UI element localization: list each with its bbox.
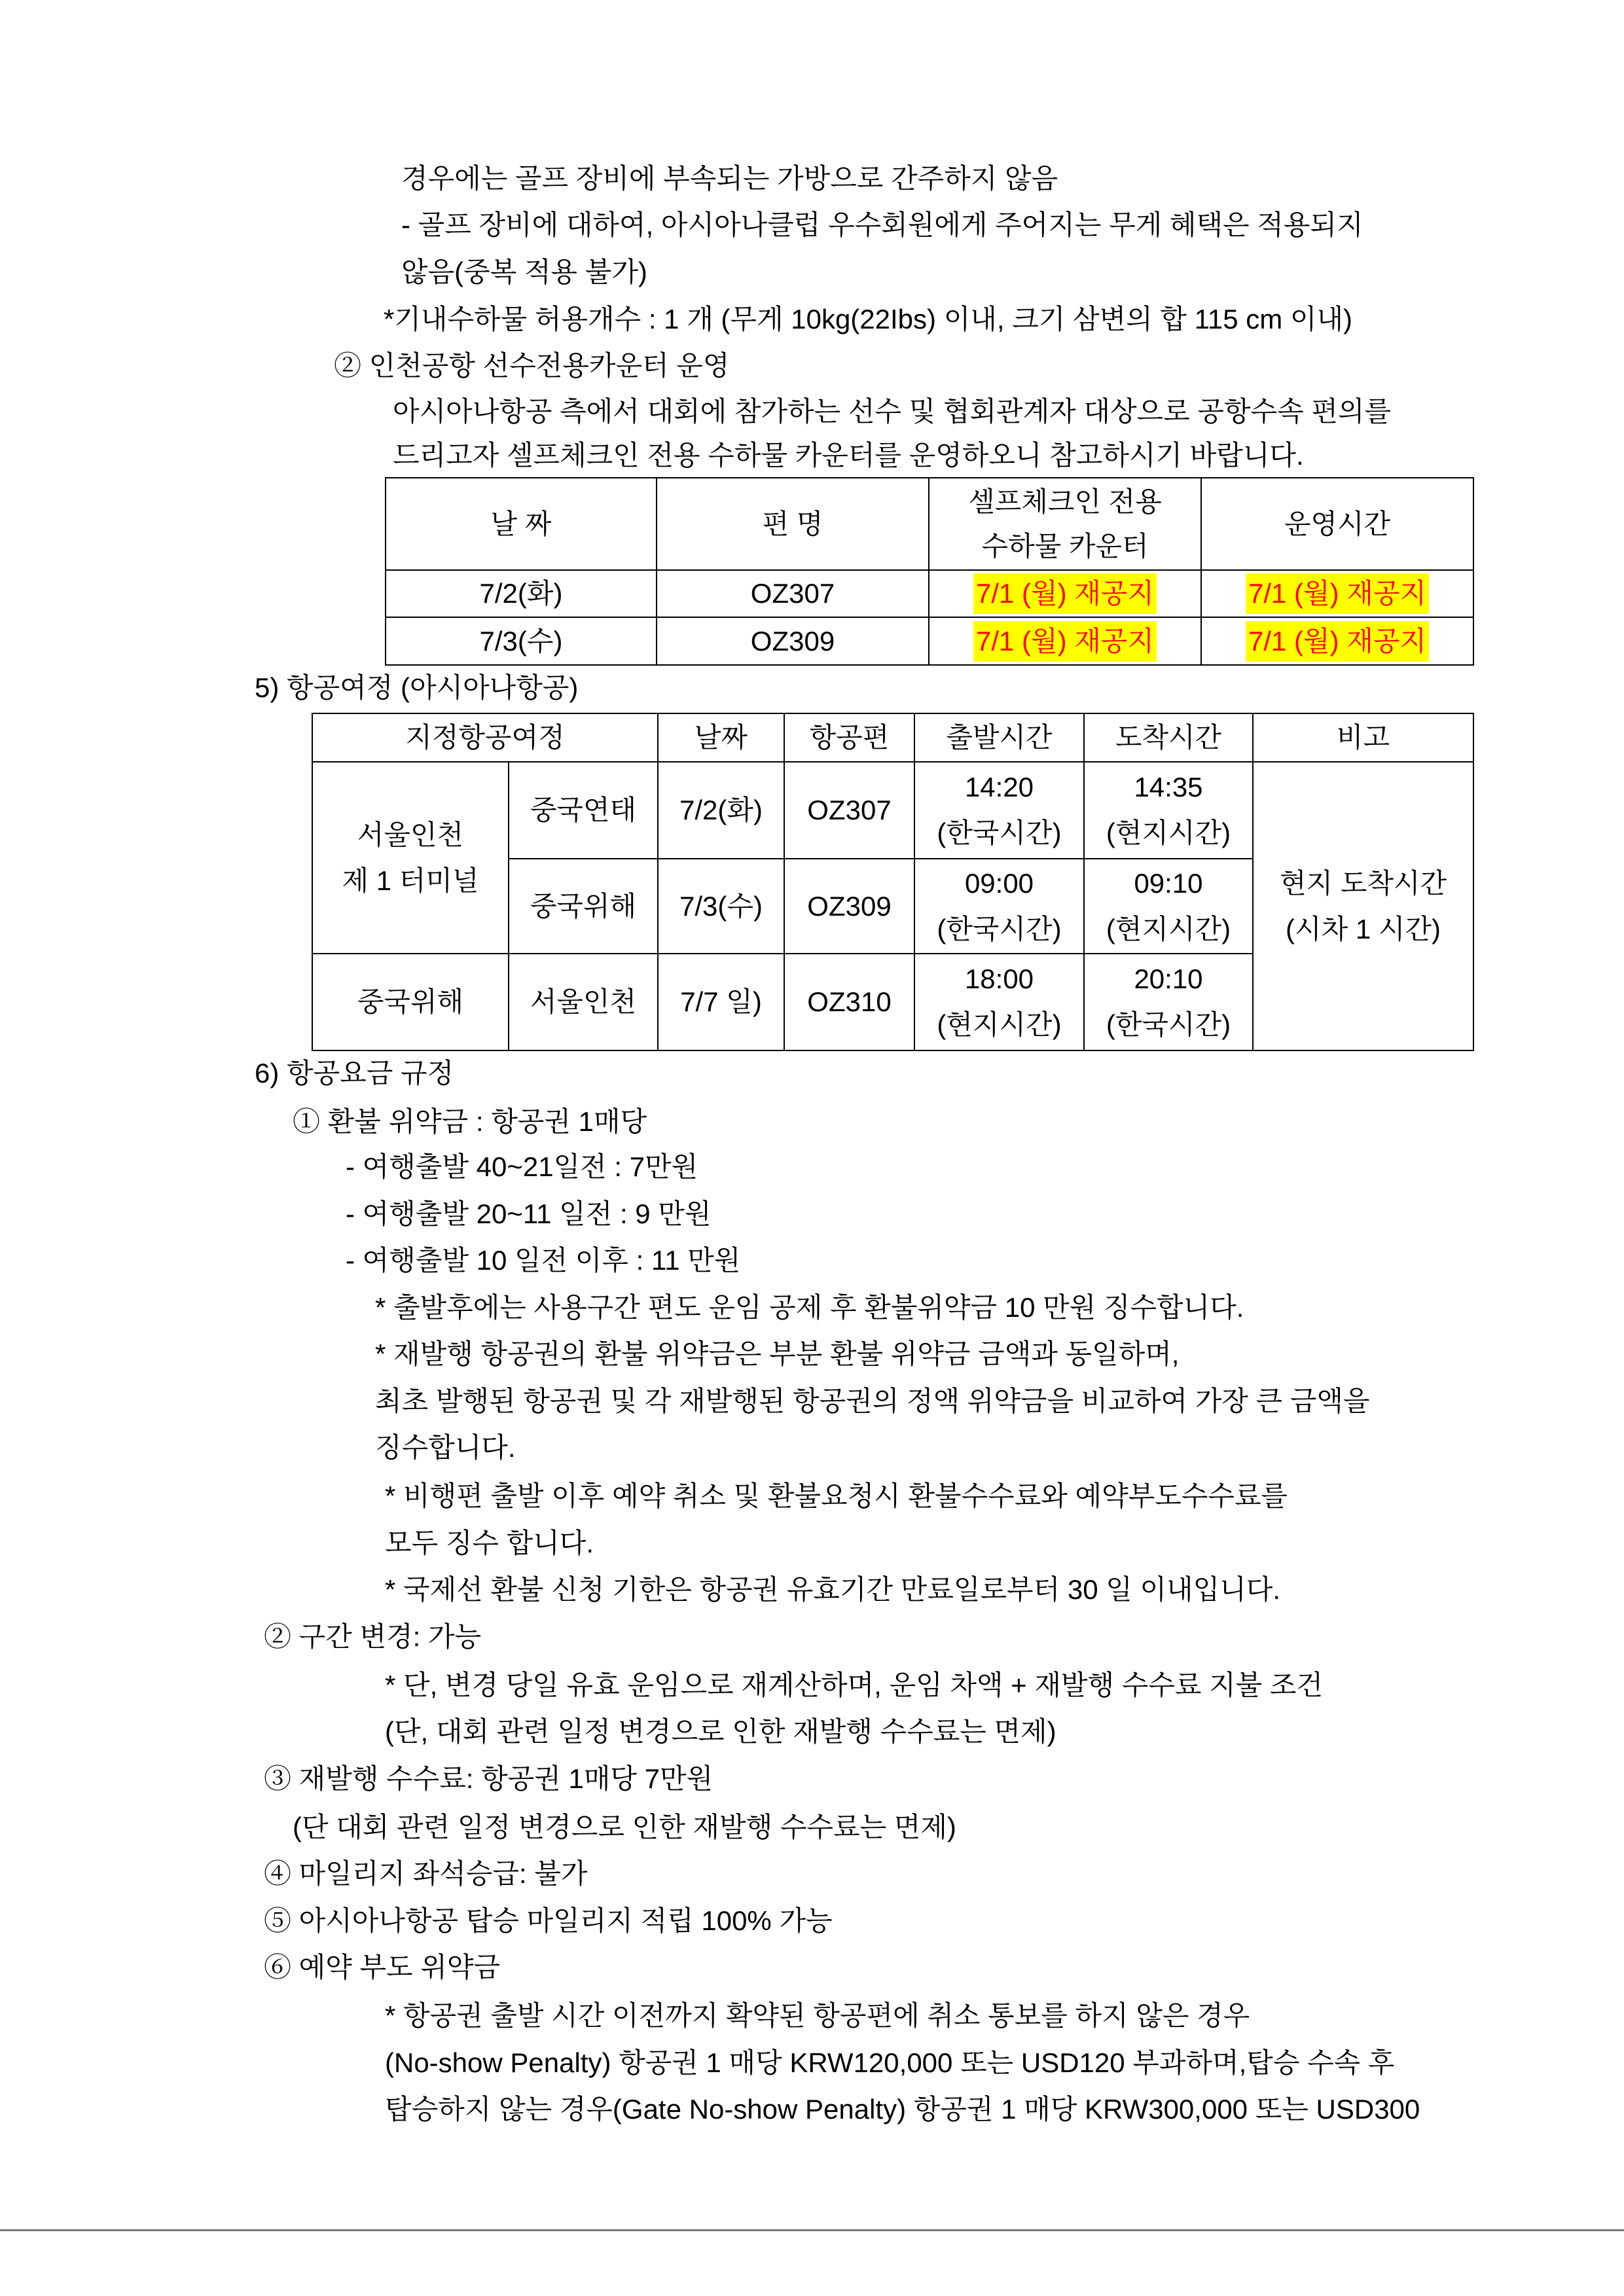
header-arrival: 도착시간 — [1084, 713, 1253, 762]
date-cell: 7/2(화) — [658, 762, 784, 859]
flight-cell: OZ309 — [784, 859, 914, 954]
refund-penalty-tier: - 여행출발 20~11 일전 : 9 만원 — [346, 1198, 712, 1229]
counter-description-line: 드리고자 셀프체크인 전용 수하물 카운터를 운영하오니 참고하시기 바랍니다. — [393, 440, 1304, 471]
no-show-penalty-title: ⑥ 예약 부도 위약금 — [264, 1952, 501, 1982]
no-show-penalty-line: (No-show Penalty) 항공권 1 매당 KRW120,000 또는 USD120 부과하며,탑승 수속 후 — [385, 2047, 1395, 2078]
origin-cell: 중국위해 — [312, 954, 509, 1050]
departure-cell — [914, 762, 1084, 859]
refund-note-line: 최초 발행된 항공권 및 각 재발행된 항공권의 정액 위약금을 비교하여 가장 큰 금액을 — [375, 1386, 1370, 1416]
refund-note-line: * 재발행 항공권의 환불 위약금은 부분 환불 위약금 금액과 동일하며, — [375, 1338, 1180, 1369]
counter-cell — [929, 617, 1201, 665]
hours-cell — [1201, 617, 1473, 665]
refund-penalty-tier: - 여행출발 40~21일전 : 7만원 — [346, 1151, 698, 1182]
notice-highlight: 7/1 (월) 재공지 — [973, 621, 1157, 662]
header-flight: 항공편 — [784, 713, 914, 762]
departure-cell — [914, 859, 1084, 954]
arrival-cell — [1084, 954, 1253, 1050]
header-counter-line: 수하물 카운터 — [981, 530, 1149, 562]
counter-table — [385, 477, 1474, 666]
date-cell: 7/3(수) — [658, 859, 784, 954]
refund-note-line: 모두 징수 합니다. — [385, 1528, 594, 1558]
departure-cell — [914, 954, 1084, 1050]
refund-note-line: * 비행편 출발 이후 예약 취소 및 환불요청시 환불수수료와 예약부도수수료를 — [385, 1480, 1288, 1511]
refund-note-line: * 출발후에는 사용구간 편도 운임 공제 후 환불위약금 10 만원 징수합니다. — [375, 1292, 1244, 1323]
mileage-upgrade-note: ④ 마일리지 좌석승급: 불가 — [264, 1858, 588, 1889]
flight-cell: OZ307 — [784, 762, 914, 859]
reissue-fee-note: (단 대회 관련 일정 변경으로 인한 재발행 수수료는 면제) — [293, 1812, 956, 1842]
arrival-cell — [1084, 859, 1253, 954]
arrival-timezone: (한국시간) — [1106, 1009, 1231, 1040]
notice-highlight: 7/1 (월) 재공지 — [1246, 573, 1429, 614]
departure-time: 18:00 — [964, 963, 1034, 994]
arrival-timezone: (현지시간) — [1106, 817, 1231, 848]
itinerary-heading: 5) 항공여정 (아시아나항공) — [255, 672, 579, 703]
table-row — [386, 570, 1473, 617]
header-route: 지정항공여정 — [312, 713, 658, 762]
mileage-accrual-note: ⑤ 아시아나항공 탑승 마일리지 적립 100% 가능 — [264, 1905, 833, 1936]
baggage-note-line: - 골프 장비에 대하여, 아시아나클럽 우수회원에게 주어지는 무게 혜택은 적용되지 — [401, 209, 1363, 240]
counter-section-heading: ② 인천공항 선수전용카운터 운영 — [334, 350, 730, 381]
refund-penalty-title: ① 환불 위약금 : 항공권 1매당 — [293, 1106, 647, 1137]
table-row — [386, 617, 1473, 665]
departure-time: 14:20 — [964, 772, 1034, 802]
flight-cell: OZ310 — [784, 954, 914, 1050]
remark-line: 현지 도착시간 — [1279, 867, 1447, 899]
destination-cell: 중국연태 — [509, 762, 658, 859]
departure-timezone: (한국시간) — [937, 817, 1062, 848]
origin-cell — [312, 762, 509, 954]
arrival-time: 14:35 — [1134, 772, 1203, 802]
date-cell: 7/2(화) — [386, 570, 657, 617]
footer-rule — [0, 2229, 1624, 2231]
table-header-row — [386, 478, 1473, 570]
route-change-title: ② 구간 변경: 가능 — [264, 1621, 482, 1652]
refund-penalty-tier: - 여행출발 10 일전 이후 : 11 만원 — [346, 1245, 741, 1276]
destination-cell: 서울인천 — [509, 954, 658, 1050]
departure-timezone: (현지시간) — [937, 1009, 1062, 1040]
header-counter-line: 셀프체크인 전용 — [968, 486, 1162, 517]
notice-highlight: 7/1 (월) 재공지 — [1246, 621, 1429, 662]
itinerary-table — [312, 713, 1474, 1051]
fare-rules-heading: 6) 항공요금 규정 — [255, 1058, 454, 1088]
no-show-penalty-line: * 항공권 출발 시간 이전까지 확약된 항공편에 취소 통보를 하지 않은 경우 — [385, 2000, 1250, 2031]
table-row — [312, 762, 1473, 859]
header-date: 날 짜 — [386, 478, 657, 570]
destination-cell: 중국위해 — [509, 859, 658, 954]
refund-note-line: 징수합니다. — [375, 1432, 516, 1463]
arrival-cell — [1084, 762, 1253, 859]
baggage-note-line: 않음(중복 적용 불가) — [401, 257, 647, 287]
table-header-row — [312, 713, 1473, 762]
flight-cell: OZ307 — [657, 570, 929, 617]
arrival-time: 20:10 — [1134, 963, 1203, 994]
notice-highlight: 7/1 (월) 재공지 — [973, 573, 1157, 614]
header-hours: 운영시간 — [1201, 478, 1473, 570]
date-cell: 7/3(수) — [386, 617, 657, 665]
route-change-note: * 단, 변경 당일 유효 운임으로 재계산하며, 운임 차액 + 재발행 수수료 지불 조건 — [385, 1670, 1324, 1700]
arrival-timezone: (현지시간) — [1106, 913, 1231, 944]
hours-cell — [1201, 570, 1473, 617]
departure-timezone: (한국시간) — [937, 913, 1062, 944]
reissue-fee-title: ③ 재발행 수수료: 항공권 1매당 7만원 — [264, 1763, 713, 1794]
route-change-note: (단, 대회 관련 일정 변경으로 인한 재발행 수수료는 면제) — [385, 1716, 1056, 1747]
header-counter — [929, 478, 1201, 570]
departure-time: 09:00 — [964, 867, 1034, 899]
no-show-penalty-line: 탑승하지 않는 경우(Gate No-show Penalty) 항공권 1 매당 KRW300,000 또는 USD300 — [385, 2094, 1420, 2125]
header-date: 날짜 — [658, 713, 784, 762]
baggage-note-line: 경우에는 골프 장비에 부속되는 가방으로 간주하지 않음 — [401, 163, 1058, 194]
counter-description-line: 아시아나항공 측에서 대회에 참가하는 선수 및 협회관계자 대상으로 공항수속 편의를 — [393, 396, 1392, 427]
carry-on-allowance-note: *기내수하물 허용개수 : 1 개 (무게 10kg(22Ibs) 이내, 크기 삼변의 합 115 cm 이내) — [384, 304, 1353, 334]
flight-cell: OZ309 — [657, 617, 929, 665]
counter-cell — [929, 570, 1201, 617]
header-flight: 편 명 — [657, 478, 929, 570]
header-departure: 출발시간 — [914, 713, 1084, 762]
header-remark: 비고 — [1253, 713, 1473, 762]
origin-line: 서울인천 — [357, 819, 464, 850]
refund-note-line: * 국제선 환불 신청 기한은 항공권 유효기간 만료일로부터 30 일 이내입니다. — [385, 1574, 1281, 1605]
date-cell: 7/7 일) — [658, 954, 784, 1050]
remark-line: (시차 1 시간) — [1286, 913, 1441, 944]
remark-cell — [1253, 762, 1473, 1050]
arrival-time: 09:10 — [1134, 867, 1203, 899]
origin-line: 제 1 터미널 — [342, 865, 479, 896]
